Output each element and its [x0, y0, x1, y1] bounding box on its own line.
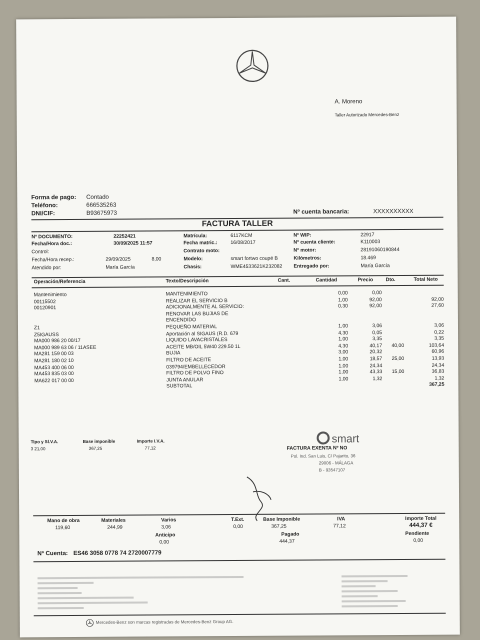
line-desc-cell: ENCENDIDO	[165, 317, 196, 324]
fmatric-label: Fecha matric.:	[183, 240, 218, 247]
line-price-cell: 92,00	[369, 303, 382, 310]
invoice-title: FACTURA TALLER	[201, 218, 273, 229]
footer-line	[38, 576, 244, 579]
line-price-cell: 20,32	[369, 349, 383, 356]
footer-line	[342, 585, 376, 587]
text-label: T.Ext.	[231, 516, 245, 524]
anticipo-value: 0,00	[159, 539, 170, 546]
line-ref-cell: MA453 835 03 00	[34, 371, 74, 378]
line-total-cell: 27,60	[431, 302, 444, 310]
footer-trademark-note: Mercedes-Benz son marcas registradas de Mercedes-Benz Group AG.	[95, 619, 234, 625]
line-dto-cell: 25,00	[391, 355, 405, 363]
footer-rule	[34, 613, 446, 617]
motor-value: 28191060190844	[360, 247, 400, 254]
recep-label: Fecha/Hora recep.:	[31, 256, 75, 264]
line-items	[16, 17, 456, 20]
footer-line	[342, 605, 398, 608]
line-ref-cell: Mantenimiento	[33, 292, 67, 299]
line-price-cell: 18,57	[369, 356, 383, 363]
materiales-label: Materiales	[101, 517, 126, 524]
stamp-label: FACTURA EXENTA Nº NO	[286, 445, 348, 452]
smart-logo-text: smart	[331, 433, 360, 446]
table-header-rule	[32, 285, 444, 289]
pendiente-label: Pendiente	[405, 530, 430, 537]
dealer-contact-name: A. Moreno	[334, 99, 363, 106]
line-qty-cell: 4,30	[338, 329, 349, 336]
line-desc-cell: REALIZAR EL SERVICIO B	[165, 297, 228, 305]
km-value: 18.469	[360, 255, 376, 262]
cuenta-cliente-label: Nº cuenta cliente:	[293, 239, 336, 246]
line-desc-cell: PEQUEÑO MATERIAL	[165, 324, 218, 331]
line-total-cell: 0,22	[434, 329, 445, 336]
fecha-doc-value: 30/09/2025 11:57	[113, 240, 153, 247]
matricula-value: 6117KCM	[230, 232, 253, 240]
atendido-value: María García	[105, 264, 135, 271]
line-total-cell: 103,64	[428, 342, 445, 349]
col-dto: Dto.	[385, 277, 396, 284]
dealer-subtitle: Taller Autorizado Mercedes-Benz	[334, 112, 400, 118]
line-dto-cell: 15,00	[391, 369, 405, 376]
entregado-value: María García	[360, 263, 390, 270]
line-desc-cell: BUJIA	[166, 350, 181, 357]
line-price-cell: 1,32	[372, 375, 383, 382]
entregado-label: Entregado por:	[293, 263, 330, 270]
line-ref-cell: MA453 400 06 00	[34, 364, 74, 371]
line-total-cell: 367,25	[429, 382, 445, 389]
totals-top-rule	[33, 513, 445, 517]
atendido-label: Atendido por:	[31, 265, 62, 272]
line-price-cell: 43,33	[369, 369, 383, 376]
line-price-cell: 40,17	[369, 342, 383, 349]
line-desc-cell: LIQUIDO LAVACRISTALES	[166, 337, 228, 344]
line-desc-cell: RENOVAR LAS BUJIAS DE	[165, 310, 229, 318]
line-qty-cell: 1,00	[338, 336, 349, 343]
line-ref-cell: MA622 017 00 00	[34, 377, 74, 385]
stamp-cif: B - 93547107	[318, 467, 346, 473]
footer-line	[342, 580, 388, 582]
materiales-value: 244,99	[107, 524, 123, 531]
line-qty-cell: 3,00	[338, 349, 349, 356]
line-price-cell: 24,34	[369, 362, 383, 369]
line-desc-cell: SUBTOTAL	[166, 383, 193, 390]
line-total-cell: 13,93	[431, 355, 445, 362]
smart-logo	[317, 431, 360, 445]
text-value: 0,00	[233, 523, 243, 531]
line-qty-cell: 1,00	[338, 376, 349, 383]
line-qty-cell: 1,00	[338, 356, 349, 363]
tax-importe-value: 77,12	[144, 445, 156, 451]
line-desc-cell: ACEITE MB/OIL 5W40 229.50 1L	[166, 343, 241, 351]
line-price-cell: 0,00	[372, 290, 382, 297]
line-total-cell: 36,83	[431, 368, 445, 376]
footer-line	[38, 607, 84, 609]
table-top-rule	[32, 275, 444, 279]
cuenta-bancaria-label: Nº cuenta bancaria:	[293, 209, 350, 216]
line-qty-cell: 1,00	[338, 296, 348, 303]
recep-time: 8,00	[151, 256, 162, 263]
line-qty-cell: 0,30	[338, 303, 348, 310]
mercedes-star-small-icon	[86, 619, 94, 627]
base-imponible-label: Base Imponible	[263, 516, 301, 523]
iva-label: IVA	[337, 516, 346, 523]
footer-line	[38, 597, 134, 600]
col-referencia: Operación/Referencia	[33, 278, 86, 286]
line-ref-cell: MA281 180 02 10	[34, 358, 74, 365]
iva-value: 77,12	[333, 523, 346, 530]
footer-line	[38, 592, 82, 594]
footer-line	[342, 590, 398, 593]
line-desc-cell: MANTENIMIENTO	[165, 291, 208, 298]
line-total-cell: 24,34	[431, 362, 445, 369]
line-desc-cell: 039794/EMBELLECEDOR	[166, 363, 226, 371]
col-cant: Cant.	[277, 277, 291, 284]
varios-value: 3,06	[161, 524, 171, 531]
line-qty-cell: 0,00	[338, 290, 348, 297]
wip-value: 22917	[360, 232, 375, 239]
dni-label: DNI/CIF:	[31, 211, 55, 218]
mano-obra-value: 119,60	[55, 525, 71, 532]
line-desc-cell: JUNTA ANULAR	[166, 377, 204, 384]
stamp-city: 29006 - MÁLAGA	[318, 460, 354, 466]
matricula-label: Matrícula:	[183, 233, 208, 240]
motor-label: Nº motor:	[293, 247, 317, 254]
line-qty-cell: 1,00	[338, 369, 349, 376]
forma-pago-value: Contado	[86, 194, 109, 201]
line-ref-cell: 00115502	[33, 298, 56, 305]
line-price-cell: 3,35	[372, 336, 383, 343]
line-total-cell: 3,06	[434, 322, 445, 329]
fmatric-value: 16/08/2017	[230, 239, 256, 247]
col-precio: Precio	[357, 277, 374, 284]
line-qty-cell: 4,30	[338, 343, 349, 350]
mano-obra-label: Mano de obra	[47, 517, 80, 525]
modelo-value: smart fortwo coupé B	[230, 255, 278, 263]
tax-importe-label: Importe I.V.A.	[136, 438, 165, 444]
col-total-neto: Total Neto	[413, 276, 438, 283]
fecha-doc-label: Fecha/Hora doc.:	[31, 241, 73, 248]
line-desc-cell: FILTRO DE POLVO FINO	[166, 370, 224, 377]
col-cantidad: Cantidad	[315, 277, 338, 284]
telefono-value: 666535263	[86, 202, 117, 209]
pagado-label: Pagado	[281, 531, 300, 538]
line-qty-cell: 1,00	[338, 323, 349, 330]
recep-value: 29/09/2025	[105, 256, 131, 263]
line-price-cell: 92,00	[369, 296, 382, 303]
line-ref-cell: MA000 986 20 00/17	[34, 338, 81, 345]
pendiente-value: 0,00	[413, 537, 424, 544]
tax-base-value: 367,25	[88, 445, 103, 451]
line-qty-cell: 1,00	[338, 362, 349, 369]
tax-base-label: Base imponible	[82, 438, 116, 444]
documento-label: Nº DOCUMENTO:	[31, 234, 73, 241]
footer-line	[38, 602, 148, 605]
line-desc-cell: ADICIONALMENTE AL SERVICIO:	[165, 304, 244, 311]
footer-line	[342, 575, 408, 578]
telefono-label: Teléfono:	[31, 203, 58, 210]
line-total-cell: 1,32	[434, 375, 445, 382]
line-price-cell: 0,05	[372, 329, 383, 336]
line-ref-cell: 00120901	[33, 305, 57, 312]
documento-value: 22252421	[113, 233, 136, 240]
line-total-cell: 3,35	[434, 335, 445, 342]
stamp-address: Pol. Ind. San Luis, C/ Pajarito, 36	[290, 453, 356, 459]
iban-label: Nº Cuenta:	[37, 551, 68, 558]
pagado-value: 444,37	[279, 538, 295, 545]
anticipo-label: Anticipo	[155, 532, 176, 539]
cuenta-cliente-value: K110003	[360, 239, 381, 246]
base-imponible-value: 367,25	[271, 523, 287, 530]
tax-tipo-label: Tipo y Sl.V.A.	[30, 439, 59, 445]
line-desc-cell: Aportación al SIGAUS (R.D. 679	[166, 330, 239, 338]
footer-line	[342, 600, 406, 603]
line-total-cell: 92,00	[431, 296, 444, 303]
contrato-label: Contrato moto:	[183, 248, 220, 255]
importe-total-label: Importe Total	[405, 515, 437, 522]
line-total-cell: 60,96	[431, 349, 445, 356]
forma-pago-label: Forma de pago:	[31, 194, 77, 202]
smart-logo-mark	[317, 431, 330, 444]
chasis-value: WME4533621K232082	[230, 263, 283, 271]
km-label: Kilómetros:	[293, 255, 322, 262]
footer-line	[38, 582, 94, 585]
line-price-cell: 3,06	[372, 323, 383, 330]
chasis-label: Chasis:	[183, 264, 202, 271]
cuenta-bancaria-value: XXXXXXXXXX	[373, 208, 414, 216]
mercedes-star-logo	[235, 49, 269, 83]
iban-value: ES46 3058 0778 74 2720007779	[73, 550, 162, 558]
tax-tipo-value: 3 21,00	[30, 446, 46, 452]
line-ref-cell: Z5IGAUSS	[34, 331, 59, 338]
dni-value: B93675973	[86, 210, 118, 217]
footer-line	[38, 587, 78, 589]
line-ref-cell: MA281 159 00 03	[34, 351, 74, 358]
footer-line	[342, 595, 378, 597]
importe-total-value: 444,37 €	[409, 522, 433, 529]
invoice-paper	[16, 17, 460, 638]
control-label: Control:	[31, 249, 50, 256]
line-desc-cell: FILTRO DE ACEITE	[166, 357, 212, 364]
varios-label: Varios	[161, 517, 177, 524]
line-ref-cell: Z1	[33, 325, 40, 332]
footer-legal-text	[16, 17, 456, 20]
modelo-label: Modelo:	[183, 256, 203, 263]
line-ref-cell: MA000 989 63 06 / 11ASEE	[34, 344, 97, 352]
wip-label: Nº WIP:	[293, 232, 312, 239]
line-dto-cell: 40,00	[391, 342, 405, 349]
col-descripcion: Texto/Descripción	[165, 278, 209, 285]
totals-bottom-rule	[33, 559, 445, 563]
